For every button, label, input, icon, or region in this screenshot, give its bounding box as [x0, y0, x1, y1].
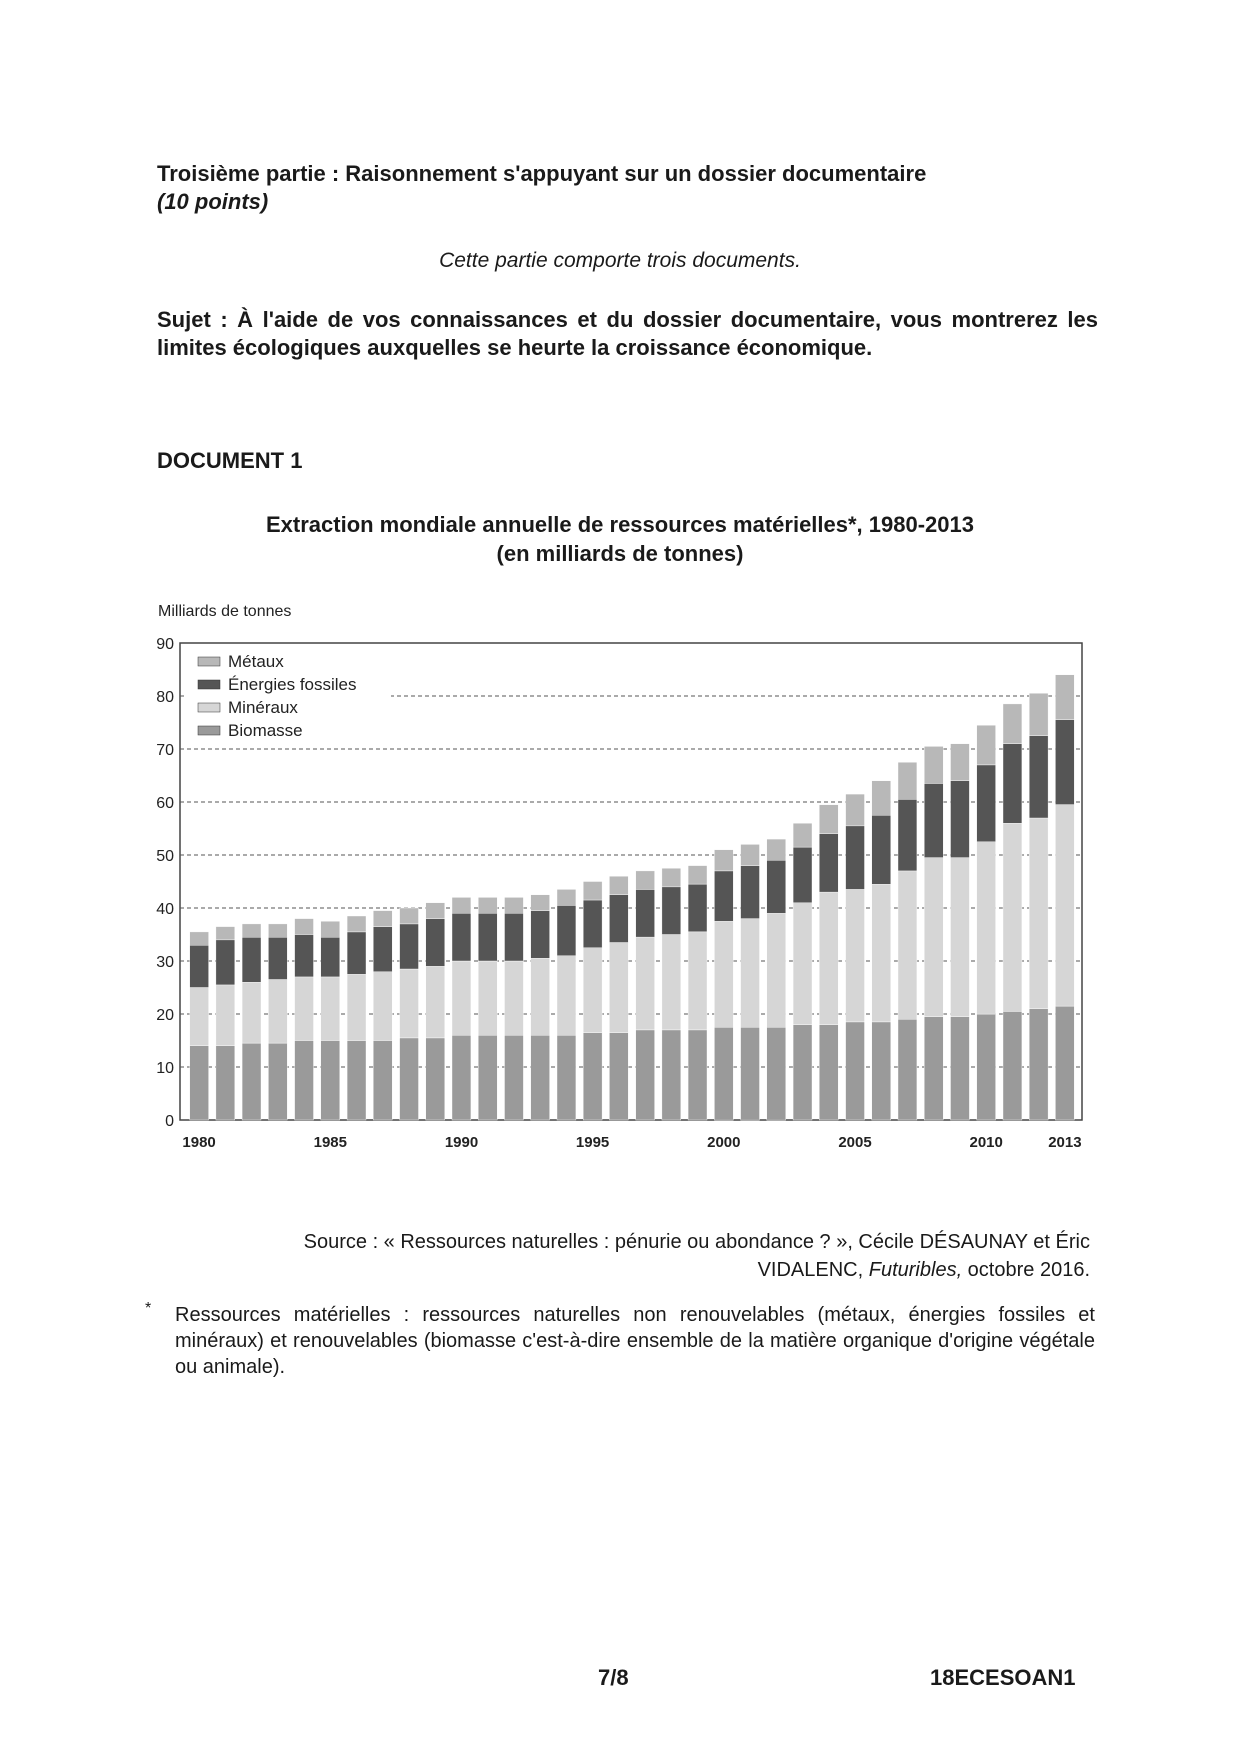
bar-1984-biomasse — [295, 1041, 314, 1121]
bar-1991-minraux — [478, 961, 497, 1035]
bar-1997-mtaux — [636, 871, 655, 890]
bar-1995-biomasse — [583, 1033, 602, 1120]
bar-1981-minraux — [216, 985, 235, 1046]
bar-1993-biomasse — [531, 1035, 550, 1120]
bar-1981-nergiesfossiles — [216, 940, 235, 985]
y-tick-labels — [156, 636, 174, 1130]
y-tick-30: 30 — [156, 954, 174, 971]
bar-1983-minraux — [268, 980, 287, 1044]
bar-1984-mtaux — [295, 919, 314, 935]
bar-1989-mtaux — [426, 903, 445, 919]
bar-1994-mtaux — [557, 889, 576, 905]
bar-2011-nergiesfossiles — [1003, 744, 1022, 824]
bar-1998-minraux — [662, 935, 681, 1030]
document-label: DOCUMENT 1 — [157, 448, 303, 473]
bar-1980-biomasse — [190, 1046, 209, 1120]
bar-1987-minraux — [373, 972, 392, 1041]
bar-2010-biomasse — [977, 1014, 996, 1120]
bar-2010-mtaux — [977, 725, 996, 765]
bar-1986-mtaux — [347, 916, 366, 932]
bar-1982-nergiesfossiles — [242, 937, 261, 982]
bar-2012-nergiesfossiles — [1029, 736, 1048, 818]
x-tick-1995: 1995 — [575, 1134, 610, 1151]
bar-2012-mtaux — [1029, 693, 1048, 735]
subject-text: Sujet : À l'aide de vos connaissances et du dossier documentaire, vous montrerez les limites écologiques auxquelles se heurte la croissance économique. — [157, 307, 1098, 360]
bar-1985-nergiesfossiles — [321, 937, 340, 977]
legend-label-2: Minéraux — [228, 698, 298, 717]
bar-1993-mtaux — [531, 895, 550, 911]
bar-2000-mtaux — [714, 850, 733, 871]
bar-1995-nergiesfossiles — [583, 900, 602, 948]
bar-1996-minraux — [609, 942, 628, 1032]
bar-2001-nergiesfossiles — [741, 866, 760, 919]
part-title-text: Troisième partie : Raisonnement s'appuyant sur un dossier documentaire — [157, 161, 927, 186]
y-tick-60: 60 — [156, 795, 174, 812]
bar-1987-biomasse — [373, 1041, 392, 1121]
bar-2012-biomasse — [1029, 1009, 1048, 1120]
bar-2005-minraux — [846, 889, 865, 1022]
bar-1986-nergiesfossiles — [347, 932, 366, 974]
bar-1991-nergiesfossiles — [478, 913, 497, 961]
footnote-text: Ressources matérielles : ressources naturelles non renouvelables (métaux, énergies fossiles et minéraux) et renouvelables (biomasse c'est-à-dire ensemble de la matière organique d'origine végétale ou animale). — [175, 1304, 1095, 1378]
bar-2003-nergiesfossiles — [793, 847, 812, 903]
bar-2000-biomasse — [714, 1027, 733, 1120]
bar-1992-mtaux — [505, 897, 524, 913]
bar-1982-biomasse — [242, 1043, 261, 1120]
bar-2013-biomasse — [1055, 1006, 1074, 1120]
legend — [186, 647, 391, 740]
bar-1995-mtaux — [583, 882, 602, 901]
bar-1983-nergiesfossiles — [268, 937, 287, 979]
bar-2002-minraux — [767, 913, 786, 1027]
bar-2011-minraux — [1003, 823, 1022, 1011]
bar-1988-biomasse — [400, 1038, 419, 1120]
bar-1993-nergiesfossiles — [531, 911, 550, 959]
bar-2009-biomasse — [951, 1017, 970, 1120]
source-date: octobre 2016. — [962, 1259, 1090, 1281]
bar-1993-minraux — [531, 958, 550, 1035]
x-tick-1980: 1980 — [182, 1134, 216, 1151]
bar-1994-minraux — [557, 956, 576, 1035]
bar-2007-mtaux — [898, 762, 917, 799]
source-citation — [180, 1228, 1090, 1284]
part-title — [157, 160, 1117, 216]
bar-2011-mtaux — [1003, 704, 1022, 744]
bar-2003-biomasse — [793, 1025, 812, 1120]
bar-2000-nergiesfossiles — [714, 871, 733, 921]
bar-1989-biomasse — [426, 1038, 445, 1120]
bar-1999-mtaux — [688, 866, 707, 885]
bar-2013-minraux — [1055, 805, 1074, 1006]
bar-1999-minraux — [688, 932, 707, 1030]
y-tick-10: 10 — [156, 1060, 174, 1077]
bar-1980-minraux — [190, 988, 209, 1046]
bar-1998-mtaux — [662, 868, 681, 887]
bar-1992-nergiesfossiles — [505, 913, 524, 961]
doc-count-note: Cette partie comporte trois documents. — [439, 249, 801, 272]
x-tick-2010: 2010 — [969, 1134, 1003, 1151]
x-tick-2005: 2005 — [838, 1134, 872, 1151]
source-authors: VIDALENC, — [757, 1259, 869, 1281]
bar-2005-mtaux — [846, 794, 865, 826]
bar-2004-mtaux — [819, 805, 838, 834]
footnote-mark: * — [145, 1300, 152, 1317]
y-tick-40: 40 — [156, 901, 174, 918]
bar-1994-biomasse — [557, 1035, 576, 1120]
bar-1996-mtaux — [609, 876, 628, 895]
bar-2004-nergiesfossiles — [819, 834, 838, 892]
bar-1997-biomasse — [636, 1030, 655, 1120]
bar-1981-mtaux — [216, 927, 235, 940]
bar-2003-minraux — [793, 903, 812, 1025]
legend-label-0: Métaux — [228, 652, 284, 671]
x-tick-1985: 1985 — [313, 1134, 347, 1151]
bar-1990-biomasse — [452, 1035, 471, 1120]
bar-2006-nergiesfossiles — [872, 815, 891, 884]
y-tick-80: 80 — [156, 689, 174, 706]
legend-swatch-1 — [198, 680, 220, 689]
chart-title-line2: (en milliards de tonnes) — [496, 541, 744, 566]
bar-1990-minraux — [452, 961, 471, 1035]
bar-1983-biomasse — [268, 1043, 287, 1120]
bar-1998-nergiesfossiles — [662, 887, 681, 935]
bar-1998-biomasse — [662, 1030, 681, 1120]
bar-2008-nergiesfossiles — [924, 783, 943, 857]
x-tick-1990: 1990 — [444, 1134, 479, 1151]
bars — [190, 675, 1075, 1120]
bar-1987-nergiesfossiles — [373, 927, 392, 972]
bar-2009-mtaux — [951, 744, 970, 781]
bar-1984-minraux — [295, 977, 314, 1041]
bar-2000-minraux — [714, 921, 733, 1027]
bar-2004-biomasse — [819, 1025, 838, 1120]
bar-1997-minraux — [636, 937, 655, 1030]
bar-1982-minraux — [242, 982, 261, 1043]
chart-title-line1: Extraction mondiale annuelle de ressources matérielles*, 1980-2013 — [265, 512, 974, 537]
bar-2006-biomasse — [872, 1022, 891, 1120]
bar-1992-minraux — [505, 961, 524, 1035]
gridlines — [180, 696, 1082, 1067]
y-tick-50: 50 — [156, 848, 174, 865]
bar-1994-nergiesfossiles — [557, 905, 576, 955]
bar-2008-minraux — [924, 858, 943, 1017]
bar-2005-nergiesfossiles — [846, 826, 865, 890]
bar-2003-mtaux — [793, 823, 812, 847]
bar-1985-mtaux — [321, 921, 340, 937]
bar-1985-minraux — [321, 977, 340, 1041]
bar-1997-nergiesfossiles — [636, 889, 655, 937]
bar-2001-minraux — [741, 919, 760, 1028]
legend-label-1: Énergies fossiles — [228, 675, 357, 694]
bar-2005-biomasse — [846, 1022, 865, 1120]
y-tick-90: 90 — [156, 636, 174, 653]
bar-2001-biomasse — [741, 1027, 760, 1120]
bar-1999-biomasse — [688, 1030, 707, 1120]
bar-1980-nergiesfossiles — [190, 945, 209, 987]
legend-swatch-2 — [198, 703, 220, 712]
bar-1982-mtaux — [242, 924, 261, 937]
bar-1981-biomasse — [216, 1046, 235, 1120]
chart-title — [0, 510, 1240, 568]
y-tick-70: 70 — [156, 742, 174, 759]
bar-2008-biomasse — [924, 1017, 943, 1120]
bar-2010-nergiesfossiles — [977, 765, 996, 842]
bar-1990-mtaux — [452, 897, 471, 913]
bar-1988-nergiesfossiles — [400, 924, 419, 969]
bar-1989-minraux — [426, 966, 445, 1038]
bar-2007-nergiesfossiles — [898, 799, 917, 871]
bar-1995-minraux — [583, 948, 602, 1033]
bar-1990-nergiesfossiles — [452, 913, 471, 961]
bar-2007-biomasse — [898, 1019, 917, 1120]
bar-2006-mtaux — [872, 781, 891, 815]
document-code: 18ECESOAN1 — [930, 1665, 1076, 1690]
bar-1987-mtaux — [373, 911, 392, 927]
bar-1996-nergiesfossiles — [609, 895, 628, 943]
legend-swatch-0 — [198, 657, 220, 666]
page-number: 7/8 — [598, 1665, 629, 1690]
bar-1989-nergiesfossiles — [426, 919, 445, 967]
bar-1991-biomasse — [478, 1035, 497, 1120]
legend-swatch-3 — [198, 726, 220, 735]
bar-2013-nergiesfossiles — [1055, 720, 1074, 805]
bar-2012-minraux — [1029, 818, 1048, 1009]
source-line1: Source : « Ressources naturelles : pénurie ou abondance ? », Cécile DÉSAUNAY et Éric — [303, 1231, 1090, 1253]
x-tick-2000: 2000 — [707, 1134, 741, 1151]
bar-1980-mtaux — [190, 932, 209, 945]
bar-1986-biomasse — [347, 1041, 366, 1121]
source-journal: Futuribles, — [868, 1259, 963, 1281]
bar-2002-nergiesfossiles — [767, 860, 786, 913]
bar-1988-mtaux — [400, 908, 419, 924]
bar-2009-minraux — [951, 858, 970, 1017]
bar-2006-minraux — [872, 884, 891, 1022]
x-tick-2013: 2013 — [1048, 1134, 1082, 1151]
bar-2002-mtaux — [767, 839, 786, 860]
bar-2001-mtaux — [741, 844, 760, 865]
bar-2002-biomasse — [767, 1027, 786, 1120]
y-axis-label: Milliards de tonnes — [158, 603, 292, 620]
bar-1992-biomasse — [505, 1035, 524, 1120]
x-tick-labels — [182, 1134, 1081, 1151]
bar-2013-mtaux — [1055, 675, 1074, 720]
source-line2 — [180, 1256, 1090, 1284]
bar-2010-minraux — [977, 842, 996, 1014]
y-tick-0: 0 — [165, 1113, 174, 1130]
bar-1996-biomasse — [609, 1033, 628, 1120]
bar-2008-mtaux — [924, 746, 943, 783]
bar-1983-mtaux — [268, 924, 287, 937]
y-tick-20: 20 — [156, 1007, 174, 1024]
bar-2007-minraux — [898, 871, 917, 1019]
bar-1984-nergiesfossiles — [295, 935, 314, 977]
bar-2009-nergiesfossiles — [951, 781, 970, 858]
bar-2011-biomasse — [1003, 1011, 1022, 1120]
bar-1988-minraux — [400, 969, 419, 1038]
points-label: (10 points) — [157, 189, 269, 214]
bar-2004-minraux — [819, 892, 838, 1025]
stacked-bar-chart — [140, 595, 1100, 1175]
bar-1991-mtaux — [478, 897, 497, 913]
bar-1986-minraux — [347, 974, 366, 1040]
legend-label-3: Biomasse — [228, 721, 303, 740]
bar-1985-biomasse — [321, 1041, 340, 1121]
bar-1999-nergiesfossiles — [688, 884, 707, 932]
